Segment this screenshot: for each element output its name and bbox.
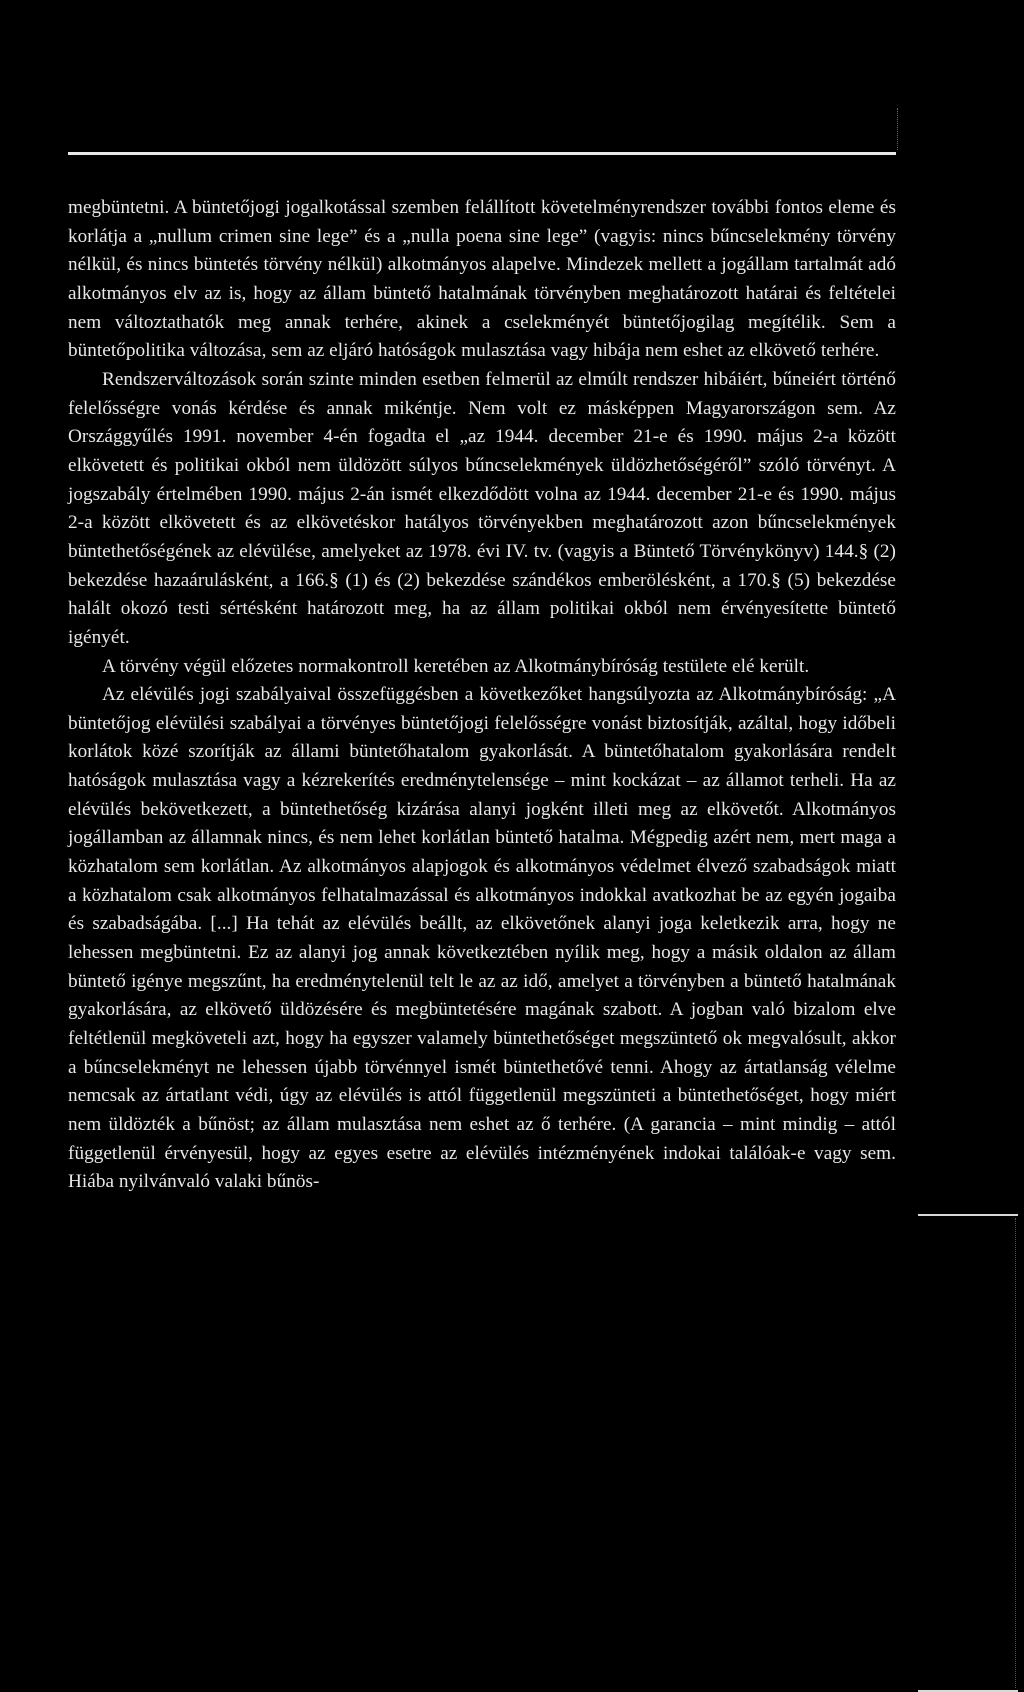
paragraph-4: Az elévülés jogi szabályaival összefüggésben a következőket hangsúlyozta az Alkotmánybíróság: „A büntetőjog elévülési szabályai a törvényes büntetőjogi felelősségre vonást biztosítják, azáltal, hogy időbeli korlátok közé szorítják az állami büntetőhatalom gyakorlását. A büntetőhatalom gyakorlására rendelt hatóságok mulasztása vagy a kézrekerítés eredménytelensége – mint kockázat – az államot terheli. Ha az elévülés bekövetkezett, a büntethetőség kizárása alanyi jogként illeti meg az elkövetőt. Alkotmányos jogállamban az államnak nincs, és nem lehet korlátlan büntető hatalma. Mégpedig azért nem, mert maga a közhatalom sem korlátlan. Az alkotmányos alapjogok és alkotmányos védelmet élvező szabadságok miatt a közhatalom csak alkotmányos felhatalmazással és alkotmányos indokkal avatkozhat be az egyén jogaiba és szabadságába. [...] Ha tehát az elévülés beállt, az elkövetőnek alanyi joga keletkezik arra, hogy ne lehessen megbüntetni. Ez az alanyi jog annak következtében nyílik meg, hogy a másik oldalon az állam büntető igénye megszűnt, ha eredménytelenül telt le az az idő, amelyet a törvényben a büntető hatalmának gyakorlására, az elkövető üldözésére és megbüntetésére magának szabott. A jogban való bizalom elve feltétlenül megköveteli azt, hogy ha egyszer valamely büntethetőséget megszüntető ok megvalósult, akkor a bűncselekményt ne lehessen újabb törvénnyel ismét büntethetővé tenni. Ahogy az ártatlanság vélelme nemcsak az ártatlant védi, úgy az elévülés is attól függetlenül megszünteti a büntethetőséget, hogy miért nem üldözték a bűnöst; az állam mulasztása nem eshet az ő terhére. (A garancia – mint mindig – attól függetlenül érvényesül, hogy az egyes esetre az elévülés intézményének indokai találóak-e vagy sem. Hiába nyilvánvaló valaki bűnös-	[68, 684, 896, 1193]
paragraph-1: megbüntetni. A büntetőjogi jogalkotással szemben felállított követelményrendszer további fontos eleme és korlátja a „nullum crimen sine lege” és a „nulla poena sine lege” (vagyis: nincs bűncselekmény törvény nélkül, és nincs büntetés törvény nélkül) alkotmányos alapelve. Mindezek mellett a jogállam tartalmát adó alkotmányos elv az is, hogy az állam büntető hatalmának törvényben meghatározott határai és feltételei nem változtathatók meg annak terhére, akinek a cselekményét büntetőjogilag megítélik. Sem a büntetőpolitika változása, sem az eljáró hatóságok mulasztása vagy hibája nem eshet az elkövető terhére.	[68, 197, 896, 362]
paragraph-3: A törvény végül előzetes normakontroll keretében az Alkotmánybíróság testülete elé került.	[102, 655, 810, 677]
right-margin-mark	[1015, 1218, 1017, 1688]
paragraph-2: Rendszerváltozások során szinte minden esetben felmerül az elmúlt rendszer hibáiért, bűneiért történő felelősségre vonás kérdése és annak mikéntje. Nem volt ez másképpen Magyarországon sem. Az Országgyűlés 1991. november 4-én fogadta el „az 1944. december 21-e és 1990. május 2-a között elkövetett és politikai okból nem üldözött súlyos bűncselekmények üldözhetőségéről” szóló törvényt. A jogszabály értelmében 1990. május 2-án ismét elkezdődött volna az 1944. december 21-e és 1990. május 2-a között elkövetett és az elkövetéskor hatályos törvényekben meghatározott azon bűncselekmények büntethetőségének az elévülése, amelyeket az 1978. évi IV. tv. (vagyis a Büntető Törvénykönyv) 144.§ (2) bekezdése hazaárulásként, a 166.§ (1) és (2) bekezdése szándékos emberölésként, a 170.§ (5) bekezdése halált okozó testi sértésként határozott meg, ha az állam politikai okból nem érvényesítette büntető igényét.	[68, 368, 896, 648]
right-margin-rule-top	[918, 1214, 1018, 1216]
header-rule	[68, 152, 896, 155]
page-body	[68, 194, 896, 1197]
top-margin-mark	[897, 108, 899, 150]
